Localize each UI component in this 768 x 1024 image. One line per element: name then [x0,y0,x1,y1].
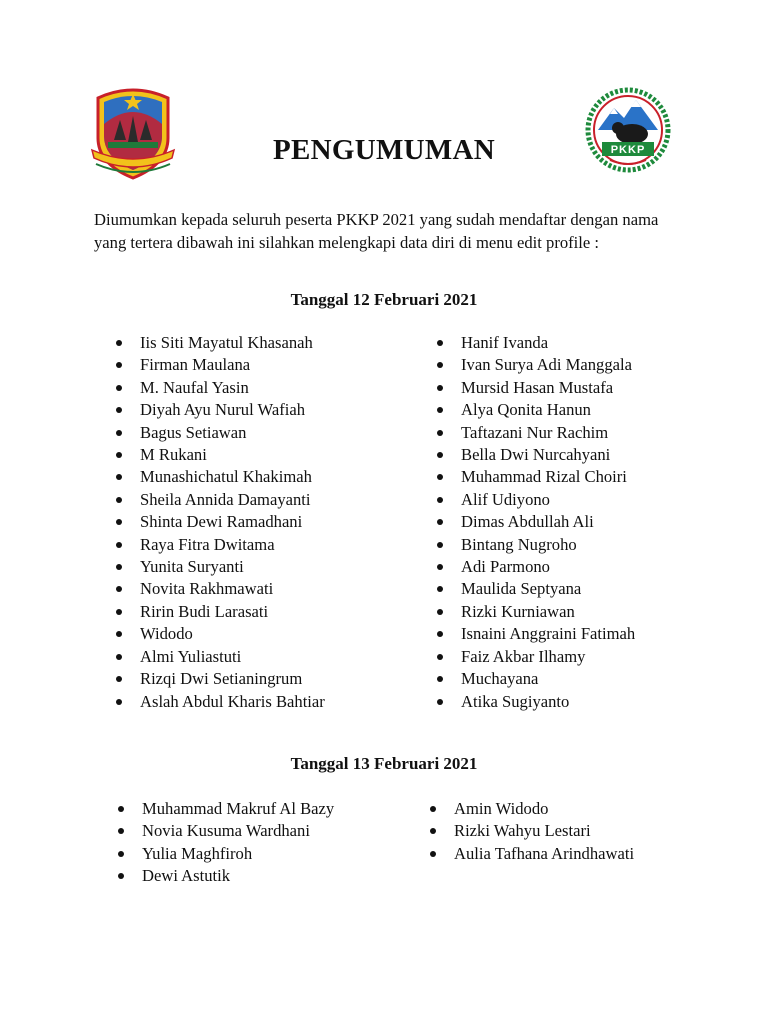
list-item [116,623,325,645]
list-item [118,798,334,820]
bullet-icon [116,676,122,682]
bullet-icon [437,497,443,503]
bullet-icon [118,851,124,857]
participant-name: M. Naufal Yasin [140,377,249,397]
bullet-icon [437,340,443,346]
participant-name: Ivan Surya Adi Manggala [461,355,632,375]
participant-name: Faiz Akbar Ilhamy [461,646,586,666]
participant-name: Munashichatul Khakimah [140,467,312,487]
bullet-icon [437,699,443,705]
participant-name: Iis Siti Mayatul Khasanah [140,333,313,352]
list-item [437,691,635,713]
list-item [116,444,325,466]
list-item [437,422,635,444]
bullet-icon [116,609,122,615]
participant-name: Yulia Maghfiroh [142,843,253,863]
list-item [437,444,635,466]
bullet-icon [116,654,122,660]
bullet-icon [116,542,122,548]
list-item [118,865,334,887]
bullet-icon [116,564,122,570]
bullet-icon [430,828,436,834]
list-item [116,578,325,600]
participant-name: Isnaini Anggraini Fatimah [461,624,636,644]
participant-name: Dimas Abdullah Ali [461,512,594,532]
section-heading-12-feb: Tanggal 12 Februari 2021 [290,290,478,309]
bullet-icon [437,676,443,682]
participant-name: Novia Kusuma Wardhani [142,821,310,841]
bullet-icon [118,806,124,812]
list-item [116,399,325,421]
list-item [118,843,334,865]
list-item [430,798,634,820]
bullet-icon [116,362,122,368]
participant-name: Hanif Ivanda [461,333,549,352]
names-list-13-feb-right [430,798,634,865]
list-item [116,466,325,488]
list-item [116,668,325,690]
list-item [116,556,325,578]
bullet-icon [437,564,443,570]
participant-name: Almi Yuliastuti [140,646,242,666]
list-item [437,354,635,376]
list-item [116,489,325,511]
list-item [437,489,635,511]
participant-name: Muhammad Makruf Al Bazy [142,799,335,818]
participant-name: Ririn Budi Larasati [140,601,269,621]
bullet-icon [116,430,122,436]
list-item [116,377,325,399]
participant-name: Dewi Astutik [142,866,231,886]
participant-name: M Rukani [140,445,207,465]
participant-name: Adi Parmono [461,557,550,577]
participant-name: Shinta Dewi Ramadhani [140,512,303,532]
list-item [116,646,325,668]
list-item [118,820,334,842]
intro-paragraph: Diumumkan kepada seluruh peserta PKKP 2021 yang sudah mendaftar dengan nama yang tertera dibawah ini silahkan melengkapi data diri di menu edit profile : [94,210,659,252]
participant-name: Widodo [140,624,193,644]
bullet-icon [116,586,122,592]
bullet-icon [437,542,443,548]
page-title: PENGUMUMAN [272,134,496,166]
list-item [437,377,635,399]
bullet-icon [116,631,122,637]
participant-name: Alya Qonita Hanun [461,400,591,420]
participant-name: Novita Rakhmawati [140,579,274,599]
list-item [116,534,325,556]
participant-name: Aslah Abdul Kharis Bahtiar [140,691,325,711]
bullet-icon [437,609,443,615]
list-item [437,534,635,556]
bullet-icon [116,340,122,346]
list-item [437,578,635,600]
svg-text:PKKP: PKKP [610,144,646,156]
bullet-icon [437,430,443,436]
participant-name: Muchayana [461,669,539,689]
names-list-12-feb-left [116,332,325,713]
participant-name: Amin Widodo [454,799,549,818]
participant-name: Yunita Suryanti [140,557,244,577]
bullet-icon [116,519,122,525]
bullet-icon [437,385,443,391]
bullet-icon [116,452,122,458]
list-item [437,332,635,354]
bullet-icon [116,385,122,391]
bullet-icon [116,699,122,705]
participant-name: Rizki Kurniawan [461,601,575,621]
list-item [437,399,635,421]
participant-name: Bella Dwi Nurcahyani [461,445,611,465]
participant-name: Alif Udiyono [461,489,550,509]
list-item [437,466,635,488]
participant-name: Diyah Ayu Nurul Wafiah [140,400,306,420]
participant-name: Maulida Septyana [461,579,582,599]
participant-name: Mursid Hasan Mustafa [461,377,614,397]
names-list-13-feb-left [118,798,334,888]
bullet-icon [437,654,443,660]
list-item [437,556,635,578]
list-item [437,511,635,533]
bullet-icon [430,806,436,812]
list-item [116,511,325,533]
bullet-icon [437,452,443,458]
list-item [437,668,635,690]
list-item [116,601,325,623]
bullet-icon [430,851,436,857]
bullet-icon [116,497,122,503]
list-item [116,354,325,376]
names-list-12-feb-right [437,332,635,713]
bullet-icon [118,828,124,834]
participant-name: Aulia Tafhana Arindhawati [454,843,635,863]
participant-name: Sheila Annida Damayanti [140,489,311,509]
bullet-icon [437,362,443,368]
bullet-icon [437,631,443,637]
bullet-icon [437,519,443,525]
list-item [116,332,325,354]
participant-name: Rizki Wahyu Lestari [454,821,591,841]
list-item [116,422,325,444]
bullet-icon [437,474,443,480]
participant-name: Taftazani Nur Rachim [461,422,609,442]
list-item [437,646,635,668]
participant-name: Muhammad Rizal Choiri [461,467,627,487]
bullet-icon [437,586,443,592]
participant-name: Raya Fitra Dwitama [140,534,275,554]
participant-name: Atika Sugiyanto [461,691,570,711]
list-item [437,623,635,645]
list-item [430,820,634,842]
list-item [116,691,325,713]
bullet-icon [437,407,443,413]
bullet-icon [116,474,122,480]
participant-name: Firman Maulana [140,355,251,375]
participant-name: Rizqi Dwi Setianingrum [140,669,303,689]
bullet-icon [118,873,124,879]
participant-name: Bintang Nugroho [461,534,577,554]
bullet-icon [116,407,122,413]
list-item [430,843,634,865]
participant-name: Bagus Setiawan [140,422,247,442]
list-item [437,601,635,623]
section-heading-13-feb: Tanggal 13 Februari 2021 [290,754,478,773]
